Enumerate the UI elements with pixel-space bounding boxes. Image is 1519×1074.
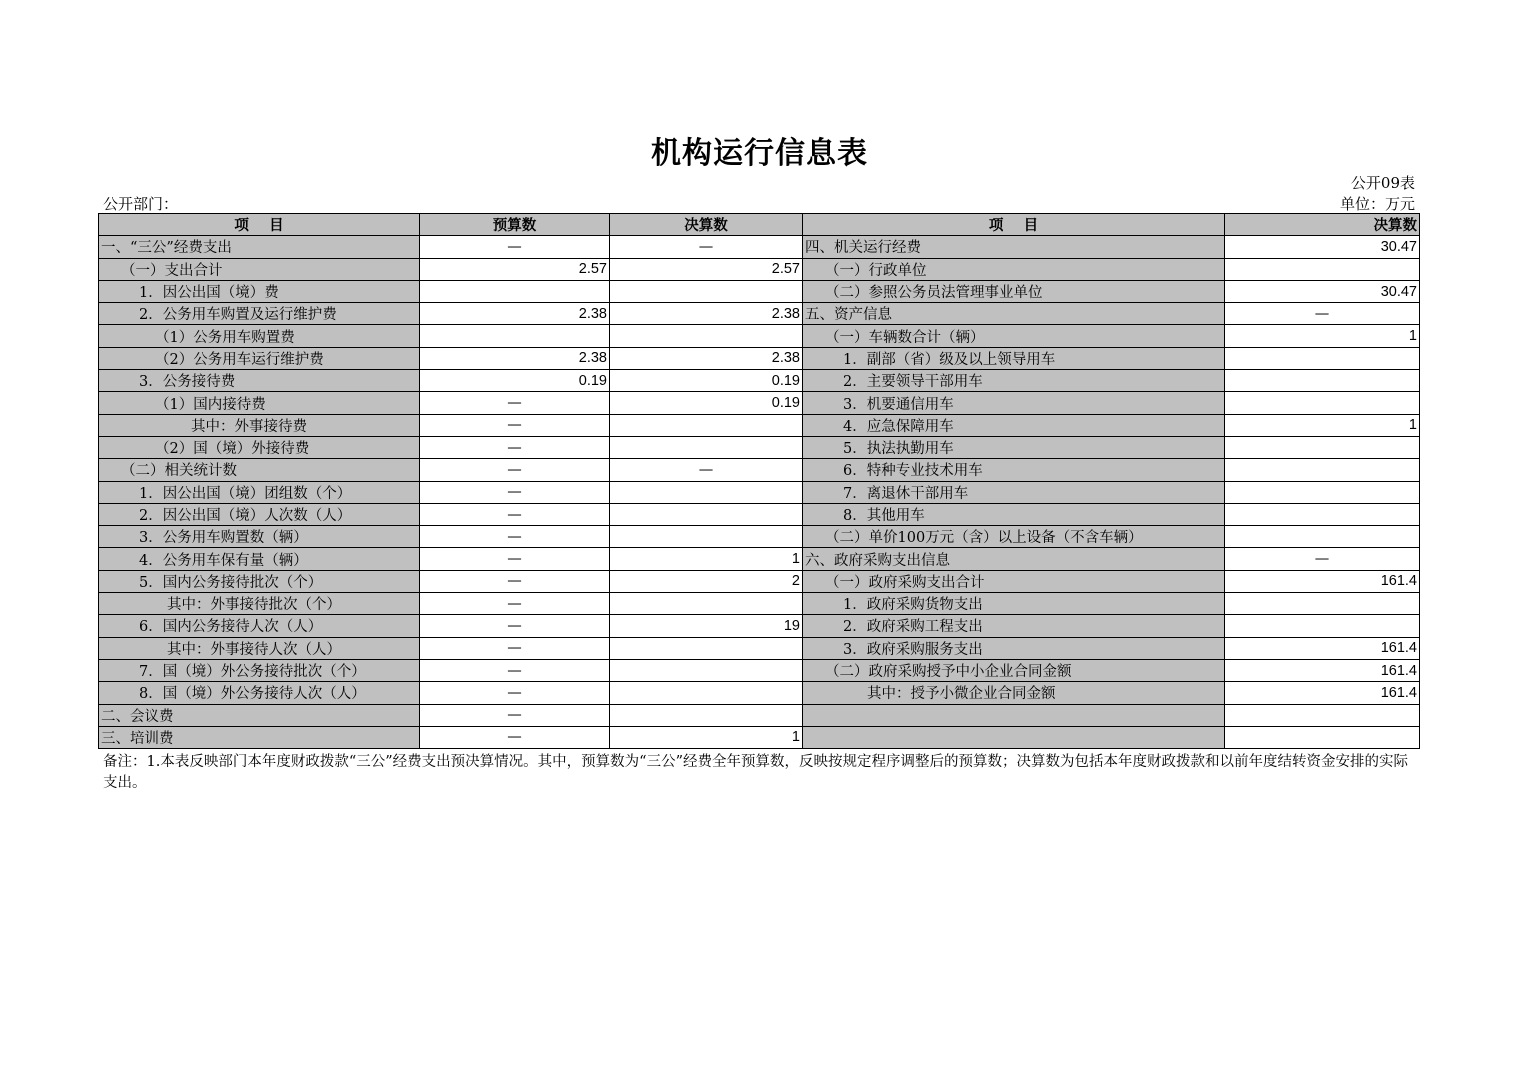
form-code-label: 公开09表 <box>1350 174 1415 192</box>
budget-cell <box>420 280 610 302</box>
department-label: 公开部门： <box>103 195 179 213</box>
right-item-cell: （一）车辆数合计（辆） <box>803 325 1225 347</box>
left-item-cell: （二）相关统计数 <box>99 459 420 481</box>
final-cell: 2.38 <box>610 303 803 325</box>
table-row <box>99 570 1420 592</box>
budget-cell: — <box>420 436 610 458</box>
left-item-cell: 6．国内公务接待人次（人） <box>99 615 420 637</box>
final-cell <box>610 704 803 726</box>
right-item-cell: 3．机要通信用车 <box>803 392 1225 414</box>
table-row <box>99 503 1420 525</box>
table-row <box>99 325 1420 347</box>
left-item-cell: 一、“三公”经费支出 <box>99 236 420 258</box>
table-row <box>99 593 1420 615</box>
left-item-cell: 4．公务用车保有量（辆） <box>99 548 420 570</box>
footnote: 备注：1.本表反映部门本年度财政拨款“三公”经费支出预决算情况。其中，预算数为“三公”经费全年预算数，反映按规定程序调整后的预算数；决算数为包括本年度财政拨款和以前年度结转资金安排的实际支出。 <box>103 754 1408 791</box>
budget-cell: 2.57 <box>420 258 610 280</box>
table-row <box>99 370 1420 392</box>
left-item-cell: 3．公务用车购置数（辆） <box>99 526 420 548</box>
budget-cell: — <box>420 682 610 704</box>
final-cell <box>610 481 803 503</box>
budget-cell: 2.38 <box>420 303 610 325</box>
left-item-cell: 8．国（境）外公务接待人次（人） <box>99 682 420 704</box>
right-item-cell: 5．执法执勤用车 <box>803 436 1225 458</box>
left-item-cell: （一）支出合计 <box>99 258 420 280</box>
right-final-cell <box>1225 526 1420 548</box>
right-final-cell <box>1225 258 1420 280</box>
right-final-cell <box>1225 503 1420 525</box>
budget-cell: 0.19 <box>420 370 610 392</box>
final-cell <box>610 280 803 302</box>
final-cell <box>610 637 803 659</box>
right-final-cell <box>1225 704 1420 726</box>
right-final-cell: 161.4 <box>1225 570 1420 592</box>
budget-cell: — <box>420 659 610 681</box>
budget-cell: — <box>420 548 610 570</box>
right-final-cell: — <box>1225 303 1420 325</box>
final-cell: — <box>610 236 803 258</box>
right-item-cell: 2．政府采购工程支出 <box>803 615 1225 637</box>
final-cell <box>610 682 803 704</box>
right-item-cell <box>803 726 1225 748</box>
budget-cell: — <box>420 236 610 258</box>
table-row <box>99 726 1420 748</box>
budget-cell: — <box>420 637 610 659</box>
right-item-cell: 五、资产信息 <box>803 303 1225 325</box>
budget-cell: — <box>420 414 610 436</box>
final-cell: 1 <box>610 726 803 748</box>
left-item-cell: 其中：外事接待人次（人） <box>99 637 420 659</box>
budget-cell: 2.38 <box>420 347 610 369</box>
left-item-cell: （2）国（境）外接待费 <box>99 436 420 458</box>
right-final-cell: 1 <box>1225 414 1420 436</box>
header-right-final: 决算数 <box>1225 214 1420 236</box>
page-title: 机构运行信息表 <box>651 136 868 171</box>
budget-cell: — <box>420 615 610 637</box>
table-row <box>99 548 1420 570</box>
final-cell <box>610 593 803 615</box>
left-item-cell: （2）公务用车运行维护费 <box>99 347 420 369</box>
left-item-cell: 2．因公出国（境）人次数（人） <box>99 503 420 525</box>
table-row <box>99 436 1420 458</box>
header-right-item: 项 目 <box>803 214 1225 236</box>
final-cell <box>610 503 803 525</box>
right-final-cell <box>1225 392 1420 414</box>
right-final-cell <box>1225 481 1420 503</box>
final-cell: 2 <box>610 570 803 592</box>
table-row <box>99 236 1420 258</box>
table-row <box>99 704 1420 726</box>
right-final-cell <box>1225 347 1420 369</box>
header-left-item: 项 目 <box>99 214 420 236</box>
table-row <box>99 414 1420 436</box>
right-item-cell: 1．副部（省）级及以上领导用车 <box>803 347 1225 369</box>
budget-cell: — <box>420 526 610 548</box>
final-cell: 19 <box>610 615 803 637</box>
budget-cell: — <box>420 503 610 525</box>
table-header-row <box>99 214 1420 236</box>
right-final-cell: — <box>1225 548 1420 570</box>
table-row <box>99 280 1420 302</box>
right-item-cell: （二）单价100万元（含）以上设备（不含车辆） <box>803 526 1225 548</box>
left-item-cell: 7．国（境）外公务接待批次（个） <box>99 659 420 681</box>
final-cell <box>610 526 803 548</box>
right-item-cell: （二）参照公务员法管理事业单位 <box>803 280 1225 302</box>
right-item-cell: （一）政府采购支出合计 <box>803 570 1225 592</box>
right-item-cell: 1．政府采购货物支出 <box>803 593 1225 615</box>
right-final-cell: 161.4 <box>1225 659 1420 681</box>
budget-cell: — <box>420 481 610 503</box>
budget-cell <box>420 325 610 347</box>
right-final-cell: 30.47 <box>1225 280 1420 302</box>
budget-cell: — <box>420 570 610 592</box>
right-item-cell: （二）政府采购授予中小企业合同金额 <box>803 659 1225 681</box>
right-item-cell: 6．特种专业技术用车 <box>803 459 1225 481</box>
left-item-cell: 其中：外事接待费 <box>99 414 420 436</box>
final-cell: 1 <box>610 548 803 570</box>
right-item-cell: 六、政府采购支出信息 <box>803 548 1225 570</box>
right-final-cell: 161.4 <box>1225 637 1420 659</box>
left-item-cell: 2．公务用车购置及运行维护费 <box>99 303 420 325</box>
operation-info-table <box>98 213 1420 749</box>
table-row <box>99 659 1420 681</box>
right-item-cell: 4．应急保障用车 <box>803 414 1225 436</box>
final-cell <box>610 659 803 681</box>
budget-cell: — <box>420 726 610 748</box>
right-item-cell: 7．离退休干部用车 <box>803 481 1225 503</box>
table-row <box>99 526 1420 548</box>
final-cell: 0.19 <box>610 392 803 414</box>
right-final-cell <box>1225 370 1420 392</box>
left-item-cell: 三、培训费 <box>99 726 420 748</box>
right-final-cell: 30.47 <box>1225 236 1420 258</box>
left-item-cell: 1．因公出国（境）团组数（个） <box>99 481 420 503</box>
final-cell: — <box>610 459 803 481</box>
final-cell: 0.19 <box>610 370 803 392</box>
budget-cell: — <box>420 704 610 726</box>
right-final-cell <box>1225 593 1420 615</box>
right-item-cell: 其中：授予小微企业合同金额 <box>803 682 1225 704</box>
budget-cell: — <box>420 593 610 615</box>
left-item-cell: 3．公务接待费 <box>99 370 420 392</box>
unit-label: 单位：万元 <box>1339 195 1415 213</box>
table-row <box>99 392 1420 414</box>
table-row <box>99 459 1420 481</box>
table-row <box>99 481 1420 503</box>
left-item-cell: 1．因公出国（境）费 <box>99 280 420 302</box>
header-final: 决算数 <box>610 214 803 236</box>
right-final-cell <box>1225 726 1420 748</box>
table-row <box>99 303 1420 325</box>
budget-cell: — <box>420 459 610 481</box>
table-row <box>99 682 1420 704</box>
right-item-cell: 四、机关运行经费 <box>803 236 1225 258</box>
left-item-cell: 二、会议费 <box>99 704 420 726</box>
final-cell: 2.38 <box>610 347 803 369</box>
right-final-cell <box>1225 615 1420 637</box>
table-row <box>99 258 1420 280</box>
right-final-cell: 1 <box>1225 325 1420 347</box>
left-item-cell: 其中：外事接待批次（个） <box>99 593 420 615</box>
final-cell <box>610 414 803 436</box>
table-row <box>99 637 1420 659</box>
left-item-cell: 5．国内公务接待批次（个） <box>99 570 420 592</box>
right-final-cell <box>1225 459 1420 481</box>
right-item-cell: 2．主要领导干部用车 <box>803 370 1225 392</box>
right-item-cell <box>803 704 1225 726</box>
right-final-cell: 161.4 <box>1225 682 1420 704</box>
left-item-cell: （1）公务用车购置费 <box>99 325 420 347</box>
final-cell <box>610 436 803 458</box>
final-cell: 2.57 <box>610 258 803 280</box>
right-item-cell: 3．政府采购服务支出 <box>803 637 1225 659</box>
table-row <box>99 347 1420 369</box>
final-cell <box>610 325 803 347</box>
right-final-cell <box>1225 436 1420 458</box>
header-budget: 预算数 <box>420 214 610 236</box>
left-item-cell: （1）国内接待费 <box>99 392 420 414</box>
right-item-cell: 8．其他用车 <box>803 503 1225 525</box>
table-row <box>99 615 1420 637</box>
budget-cell: — <box>420 392 610 414</box>
right-item-cell: （一）行政单位 <box>803 258 1225 280</box>
